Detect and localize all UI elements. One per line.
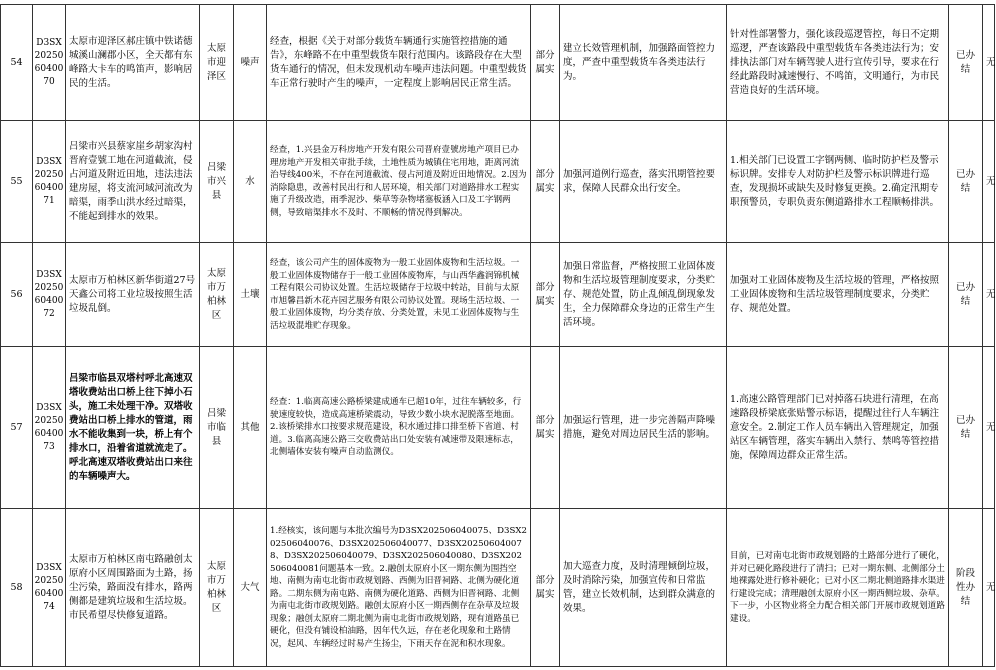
row-number: 54 (1, 5, 33, 121)
status: 已办结 (949, 121, 983, 243)
verdict: 部分属实 (531, 243, 560, 347)
case-code: D3SX202506040074 (33, 509, 66, 667)
row-number: 56 (1, 243, 33, 347)
verdict: 部分属实 (531, 5, 560, 121)
progress: 1.相关部门已设置工字钢两侧、临时防护栏及警示标识牌。安排专人对防护栏及警示标识牌进行巡查，发现损坏或缺失及时修复更换。2.确定汛期专职预警员，专职负责东侧道路排水工程顺畅排洪。 (727, 121, 949, 243)
row-number: 55 (1, 121, 33, 243)
investigation-result: 经查：1.临离高速公路桥梁建成通车已超10年，过往车辆较多，行驶速度较快，造成高速桥梁震动，导致少数小块水泥脱落至地面。2.该桥梁排水口按要求规范建设，积水通过排口排至桥下省道、村道。3.临离高速公路三交收费站出口处安装有减速带及限速标志，北侧墙体安装有噪声自动监测仪。 (267, 347, 531, 509)
verdict: 部分属实 (531, 509, 560, 667)
status: 已办结 (949, 243, 983, 347)
case-code: D3SX202506040072 (33, 243, 66, 347)
investigation-result: 经查，1.兴县金万科房地产开发有限公司晋府壹號房地产项目已办理房地产开发相关审批手续，土地性质为城镇住宅用地，距离河流治导线400米，不存在河道截流、侵占河道及附近田地情况。2.因为消除隐患，改善村民出行和人居环境，相关部门对道路排水工程实施了升级改造，雨季泥沙、柴草等杂物堵塞板涵入口及工字钢两侧，导致暗渠排水不及时、不顺畅的情况得到解决。 (267, 121, 531, 243)
complaint-content: 吕梁市临县双塔村呼北高速双塔收费站出口桥上往下掉小石头，施工未处理干净。双塔收费站出口桥上排水的管道，雨水不能收集到一块，桥上有个排水口，沿着省道就流走了。呼北高速双塔收费站出口来往的车辆噪声大。 (66, 347, 200, 509)
investigation-result: 经查，根据《关于对部分载货车辆通行实施管控措施的通告》，东峰路不在中重型载货车限行范围内。该路段存在大型货车通行的情况，但未发现机动车噪声违法问题。中重型载货车正常行驶时产生的噪声，一定程度上影响居民正常生活。 (267, 5, 531, 121)
remark: 无 (983, 347, 995, 509)
table-row (1, 509, 995, 667)
status: 阶段性办结 (949, 509, 983, 667)
location: 太原市万柏林区 (200, 243, 234, 347)
complaint-content: 太原市万柏林区南屯路融创太原府小区周围路面为土路，扬尘污染，路面没有排水，路两侧都是建筑垃圾和生活垃圾。市民希望尽快修复道路。 (66, 509, 200, 667)
remark: 无 (983, 509, 995, 667)
measures: 建立长效管理机制，加强路面管控力度，严查中重型载货车各类违法行为。 (560, 5, 727, 121)
verdict: 部分属实 (531, 121, 560, 243)
measures: 加强日常监督，严格按照工业固体废物和生活垃圾管理制度要求，分类贮存、规范处置，防止乱倾乱倒现象发生，全力保障群众身边的正常生产生活环境。 (560, 243, 727, 347)
pollution-type: 噪声 (234, 5, 267, 121)
location: 太原市迎泽区 (200, 5, 234, 121)
complaint-content: 太原市迎泽区郝庄镇中铁诺德城溪山澜郡小区，全天都有东峰路大卡车的鸣笛声，影响居民的生活。 (66, 5, 200, 121)
investigation-result: 1.经核实，该问题与本批次编号为D3SX202506040075、D3SX202506040076、D3SX202506040077、D3SX202506040078、D3SX202506040079、D3SX202506040080、D3SX202506040081问题基本一致。2.融创太原府小区一期东侧为围挡空地、南侧为南屯北街市政规划路、西侧为旧晋祠路、北侧为硬化道路。二期东侧为南屯路、南侧为硬化道路、西侧为旧晋祠路、北侧为南屯北街市政规划路。融创太原府小区一期西侧存在杂草及垃圾现象；融创太原府二期北侧为南屯北街市政规划路，现有道路虽已硬化，但没有铺设柏油路，因年代久远，存在老化现象和土路情况，起风、车辆经过时易产生扬尘，下雨天存在泥和积水现象。 (267, 509, 531, 667)
progress: 针对性部署警力，强化该段巡逻管控，每日不定期巡逻，严查该路段中重型载货车各类违法行为；安排执法部门对车辆驾驶人进行宣传引导，要求在行经此路段时减速慢行、不鸣笛，文明通行，为市民营造良好的生活环境。 (727, 5, 949, 121)
table-row (1, 5, 995, 121)
measures: 加大巡查力度，及时清理倾倒垃圾，及时消除污染，加强宣传和日常监管，建立长效机制，达到群众满意的效果。 (560, 509, 727, 667)
case-code: D3SX202506040070 (33, 5, 66, 121)
measures: 加强河道例行巡查，落实汛期管控要求，保障人民群众出行安全。 (560, 121, 727, 243)
progress: 加强对工业固体废物及生活垃圾的管理，严格按照工业固体废物和生活垃圾管理制度要求，分类贮存、规范处置。 (727, 243, 949, 347)
pollution-type: 水 (234, 121, 267, 243)
measures: 加强运行管理，进一步完善隔声降噪措施，避免对周边居民生活的影响。 (560, 347, 727, 509)
complaint-content: 太原市万柏林区新华街道27号天鑫公司将工业垃圾按照生活垃圾乱倒。 (66, 243, 200, 347)
progress: 目前，已对南屯北街市政规划路的土路部分进行了硬化，并对已硬化路段进行了清扫；已对一期东侧、北侧部分土地裸露处进行修补硬化；已对小区二期北侧道路排水渠进行建设完成；清理融创太原府小区一期西侧垃圾、杂草。下一步，小区物业将全力配合相关部门开展市政规划道路建设。 (727, 509, 949, 667)
verdict: 部分属实 (531, 347, 560, 509)
table-row (1, 243, 995, 347)
pollution-type: 土壤 (234, 243, 267, 347)
location: 吕梁市兴县 (200, 121, 234, 243)
pollution-type: 大气 (234, 509, 267, 667)
location: 太原市万柏林区 (200, 509, 234, 667)
progress: 1.高速公路管理部门已对掉落石块进行清理，在高速路段桥梁底张贴警示标语，提醒过往行人车辆注意安全。2.制定工作人员车辆出入管理规定，加强站区车辆管理，落实车辆出入禁行、禁鸣等管控措施，保障周边群众正常生活。 (727, 347, 949, 509)
location: 吕梁市临县 (200, 347, 234, 509)
complaint-table (0, 4, 995, 667)
table-row (1, 121, 995, 243)
row-number: 57 (1, 347, 33, 509)
case-code: D3SX202506040071 (33, 121, 66, 243)
remark: 无 (983, 243, 995, 347)
remark: 无 (983, 121, 995, 243)
case-code: D3SX202506040073 (33, 347, 66, 509)
status: 已办结 (949, 347, 983, 509)
pollution-type: 其他 (234, 347, 267, 509)
complaint-content: 吕梁市兴县蔡家崖乡胡家沟村晋府壹號工地在河道截流，侵占河道及附近田地，违法违法建房屋，将支流河域河流改为暗渠，雨季山洪水经过暗渠，不能起到排水的效果。 (66, 121, 200, 243)
remark: 无 (983, 5, 995, 121)
row-number: 58 (1, 509, 33, 667)
investigation-result: 经查，该公司产生的固体废物为一般工业固体废物和生活垃圾。一般工业固体废物储存于一般工业固体废物库，与山西华鑫润锦机械工程有限公司协议处置。生活垃圾储存于垃圾中转站，目前与太原市旭馨昌新木花卉园艺服务有限公司协议处置。现场生活垃圾、一般工业固体废物，均分类存放、分类处置，未见工业固体废物与生活垃圾混堆贮存现象。 (267, 243, 531, 347)
table-row (1, 347, 995, 509)
status: 已办结 (949, 5, 983, 121)
